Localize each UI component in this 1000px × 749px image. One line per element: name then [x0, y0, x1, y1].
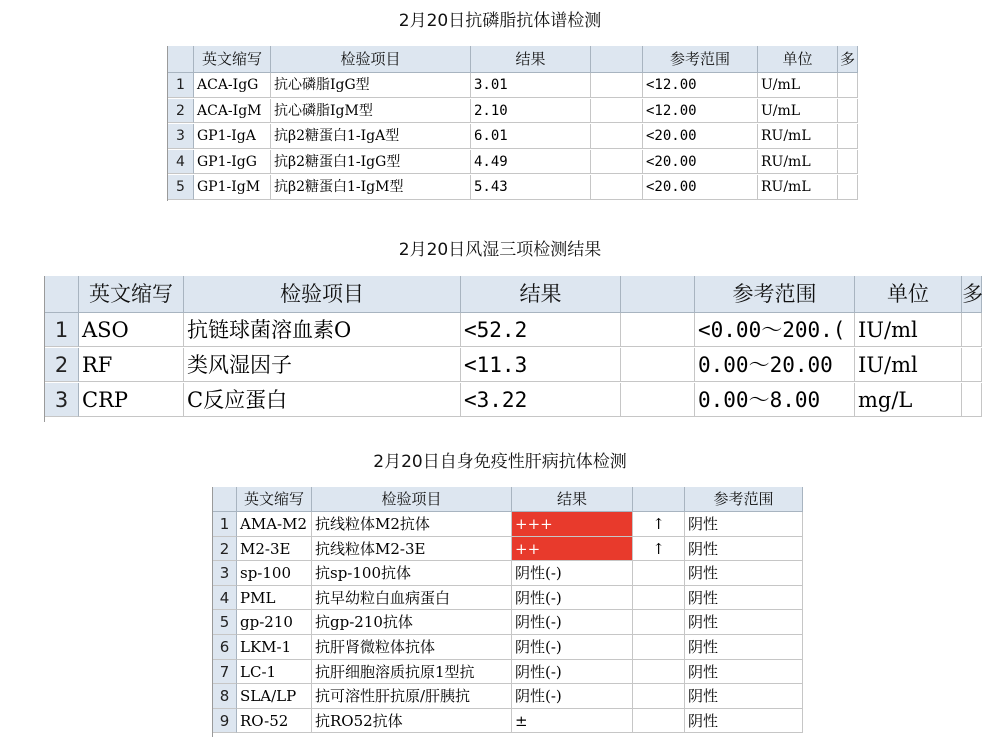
unit-cell: IU/ml	[855, 313, 962, 347]
range-cell: 阴性	[685, 709, 803, 734]
unit-cell: RU/mL	[758, 175, 838, 200]
result-cell: 4.49	[471, 150, 591, 175]
table-row[interactable]	[45, 348, 971, 382]
row-number[interactable]: 3	[45, 383, 79, 417]
result-cell: 阴性(-)	[512, 635, 633, 660]
unit-cell: RU/mL	[758, 150, 838, 175]
antiphospholipid-title: 2月20日抗磷脂抗体谱检测	[398, 11, 602, 31]
row-number[interactable]: 6	[213, 635, 237, 660]
table-row[interactable]	[213, 537, 803, 562]
row-number[interactable]: 1	[213, 512, 237, 537]
result-cell: 3.01	[471, 73, 591, 98]
abbr-cell: gp-210	[237, 610, 312, 635]
table-row[interactable]	[213, 586, 803, 611]
flag-cell	[621, 383, 695, 417]
range-cell: <20.00	[643, 150, 758, 175]
table-row[interactable]	[168, 124, 846, 149]
col-header-range[interactable]: 参考范围	[695, 276, 855, 313]
row-number[interactable]: 4	[168, 150, 194, 175]
overflow-cell	[838, 175, 858, 200]
overflow-cell	[838, 150, 858, 175]
item-cell: 抗链球菌溶血素O	[184, 313, 461, 347]
col-header-result[interactable]: 结果	[461, 276, 621, 313]
item-cell: 抗可溶性肝抗原/肝胰抗	[312, 684, 512, 709]
table-row[interactable]	[213, 635, 803, 660]
rheumatoid-title: 2月20日风湿三项检测结果	[398, 240, 602, 260]
row-number[interactable]: 2	[213, 537, 237, 562]
grid-header	[168, 46, 855, 73]
range-cell: 阴性	[685, 610, 803, 635]
grid-header	[45, 276, 983, 313]
item-cell: 抗早幼粒白血病蛋白	[312, 586, 512, 611]
grid-header	[213, 487, 803, 512]
abbr-cell: GP1-IgM	[194, 175, 271, 200]
flag-cell	[633, 684, 685, 709]
col-header-range[interactable]: 参考范围	[643, 46, 758, 73]
table-row[interactable]	[213, 660, 803, 685]
item-cell: 抗线粒体M2抗体	[312, 512, 512, 537]
result-cell: 阴性(-)	[512, 660, 633, 685]
col-header-abbr[interactable]: 英文缩写	[194, 46, 271, 73]
antiphospholipid-grid	[167, 46, 855, 201]
col-header-cut[interactable]: 多	[838, 46, 858, 73]
result-cell: 阴性(-)	[512, 684, 633, 709]
result-cell: ±	[512, 709, 633, 734]
abbr-cell: LKM-1	[237, 635, 312, 660]
item-cell: 抗RO52抗体	[312, 709, 512, 734]
result-cell: 6.01	[471, 124, 591, 149]
range-cell: 阴性	[685, 635, 803, 660]
range-cell: 0.00～8.00	[695, 383, 855, 417]
abbr-cell: AMA-M2	[237, 512, 312, 537]
flag-cell	[591, 124, 643, 149]
item-cell: 抗线粒体M2-3E	[312, 537, 512, 562]
table-row[interactable]	[213, 561, 803, 586]
table-row[interactable]	[168, 175, 846, 200]
item-cell: 抗心磷脂IgM型	[271, 99, 471, 124]
row-number[interactable]: 5	[213, 610, 237, 635]
row-number[interactable]: 9	[213, 709, 237, 734]
unit-cell: U/mL	[758, 99, 838, 124]
flag-cell	[591, 73, 643, 98]
abbr-cell: RF	[79, 348, 184, 382]
range-cell: 阴性	[685, 684, 803, 709]
row-number[interactable]: 5	[168, 175, 194, 200]
autoimmune-liver-grid	[212, 487, 803, 737]
overflow-cell	[838, 124, 858, 149]
row-number[interactable]: 8	[213, 684, 237, 709]
result-cell: 2.10	[471, 99, 591, 124]
table-row[interactable]	[213, 512, 803, 537]
range-cell: 阴性	[685, 512, 803, 537]
flag-cell	[621, 348, 695, 382]
corner-cell	[45, 276, 79, 313]
result-cell: <3.22	[461, 383, 621, 417]
range-cell: <20.00	[643, 124, 758, 149]
range-cell: 阴性	[685, 561, 803, 586]
range-cell: 阴性	[685, 586, 803, 611]
item-cell: 抗gp-210抗体	[312, 610, 512, 635]
unit-cell: U/mL	[758, 73, 838, 98]
abbr-cell: M2-3E	[237, 537, 312, 562]
row-number[interactable]: 1	[45, 313, 79, 347]
col-header-flag[interactable]	[591, 46, 643, 73]
flag-cell	[591, 99, 643, 124]
item-cell: 抗肝肾微粒体抗体	[312, 635, 512, 660]
col-header-abbr[interactable]: 英文缩写	[79, 276, 184, 313]
autoimmune-liver-title: 2月20日自身免疫性肝病抗体检测	[373, 452, 627, 472]
abbr-cell: ACA-IgM	[194, 99, 271, 124]
item-cell: 抗肝细胞溶质抗原1型抗	[312, 660, 512, 685]
item-cell: 类风湿因子	[184, 348, 461, 382]
row-number[interactable]: 2	[45, 348, 79, 382]
abbr-cell: ASO	[79, 313, 184, 347]
flag-cell	[591, 150, 643, 175]
row-number[interactable]: 3	[168, 124, 194, 149]
unit-cell: IU/ml	[855, 348, 962, 382]
abbr-cell: RO-52	[237, 709, 312, 734]
row-number[interactable]: 3	[213, 561, 237, 586]
abbr-cell: CRP	[79, 383, 184, 417]
flag-cell	[621, 313, 695, 347]
range-cell: 0.00～20.00	[695, 348, 855, 382]
row-number[interactable]: 7	[213, 660, 237, 685]
abbr-cell: SLA/LP	[237, 684, 312, 709]
col-header-item[interactable]: 检验项目	[312, 487, 512, 512]
col-header-item[interactable]: 检验项目	[184, 276, 461, 313]
table-row[interactable]	[45, 383, 971, 417]
flag-cell	[633, 561, 685, 586]
table-row[interactable]	[168, 73, 846, 98]
flag-cell	[633, 660, 685, 685]
result-cell: <11.3	[461, 348, 621, 382]
result-cell: 阴性(-)	[512, 610, 633, 635]
rheumatoid-grid	[44, 276, 983, 422]
col-header-abbr[interactable]: 英文缩写	[237, 487, 312, 512]
range-cell: <20.00	[643, 175, 758, 200]
abbr-cell: GP1-IgG	[194, 150, 271, 175]
table-row[interactable]	[213, 709, 803, 734]
overflow-cell	[962, 313, 982, 347]
abbr-cell: GP1-IgA	[194, 124, 271, 149]
item-cell: C反应蛋白	[184, 383, 461, 417]
item-cell: 抗sp-100抗体	[312, 561, 512, 586]
overflow-cell	[962, 383, 982, 417]
flag-cell: ↑	[633, 512, 685, 537]
table-row[interactable]	[168, 150, 846, 175]
result-cell: 阴性(-)	[512, 586, 633, 611]
table-row[interactable]	[168, 99, 846, 124]
item-cell: 抗心磷脂IgG型	[271, 73, 471, 98]
row-number[interactable]: 1	[168, 73, 194, 98]
overflow-cell	[838, 99, 858, 124]
overflow-cell	[962, 348, 982, 382]
range-cell: <12.00	[643, 99, 758, 124]
result-cell: 5.43	[471, 175, 591, 200]
abbr-cell: sp-100	[237, 561, 312, 586]
col-header-result[interactable]: 结果	[512, 487, 633, 512]
col-header-flag[interactable]	[633, 487, 685, 512]
abbr-cell: ACA-IgG	[194, 73, 271, 98]
result-cell: <52.2	[461, 313, 621, 347]
col-header-range[interactable]: 参考范围	[685, 487, 803, 512]
col-header-result[interactable]: 结果	[471, 46, 591, 73]
abbr-cell: PML	[237, 586, 312, 611]
table-row[interactable]	[213, 684, 803, 709]
flag-cell	[633, 709, 685, 734]
unit-cell: RU/mL	[758, 124, 838, 149]
item-cell: 抗β2糖蛋白1-IgM型	[271, 175, 471, 200]
range-cell: 阴性	[685, 537, 803, 562]
range-cell: 阴性	[685, 660, 803, 685]
result-cell: 阴性(-)	[512, 561, 633, 586]
col-header-cut[interactable]: 多	[962, 276, 982, 313]
corner-cell	[168, 46, 194, 73]
item-cell: 抗β2糖蛋白1-IgA型	[271, 124, 471, 149]
table-row[interactable]	[45, 313, 971, 347]
col-header-flag[interactable]	[621, 276, 695, 313]
unit-cell: mg/L	[855, 383, 962, 417]
overflow-cell	[838, 73, 858, 98]
row-number[interactable]: 4	[213, 586, 237, 611]
flag-cell: ↑	[633, 537, 685, 562]
row-number[interactable]: 2	[168, 99, 194, 124]
flag-cell	[633, 586, 685, 611]
corner-cell	[213, 487, 237, 512]
table-row[interactable]	[213, 610, 803, 635]
flag-cell	[633, 635, 685, 660]
flag-cell	[633, 610, 685, 635]
range-cell: <0.00～200.(	[695, 313, 855, 347]
col-header-item[interactable]: 检验项目	[271, 46, 471, 73]
range-cell: <12.00	[643, 73, 758, 98]
flag-cell	[591, 175, 643, 200]
result-cell: ++	[512, 537, 633, 562]
col-header-unit[interactable]: 单位	[758, 46, 838, 73]
result-cell: +++	[512, 512, 633, 537]
item-cell: 抗β2糖蛋白1-IgG型	[271, 150, 471, 175]
col-header-unit[interactable]: 单位	[855, 276, 962, 313]
abbr-cell: LC-1	[237, 660, 312, 685]
